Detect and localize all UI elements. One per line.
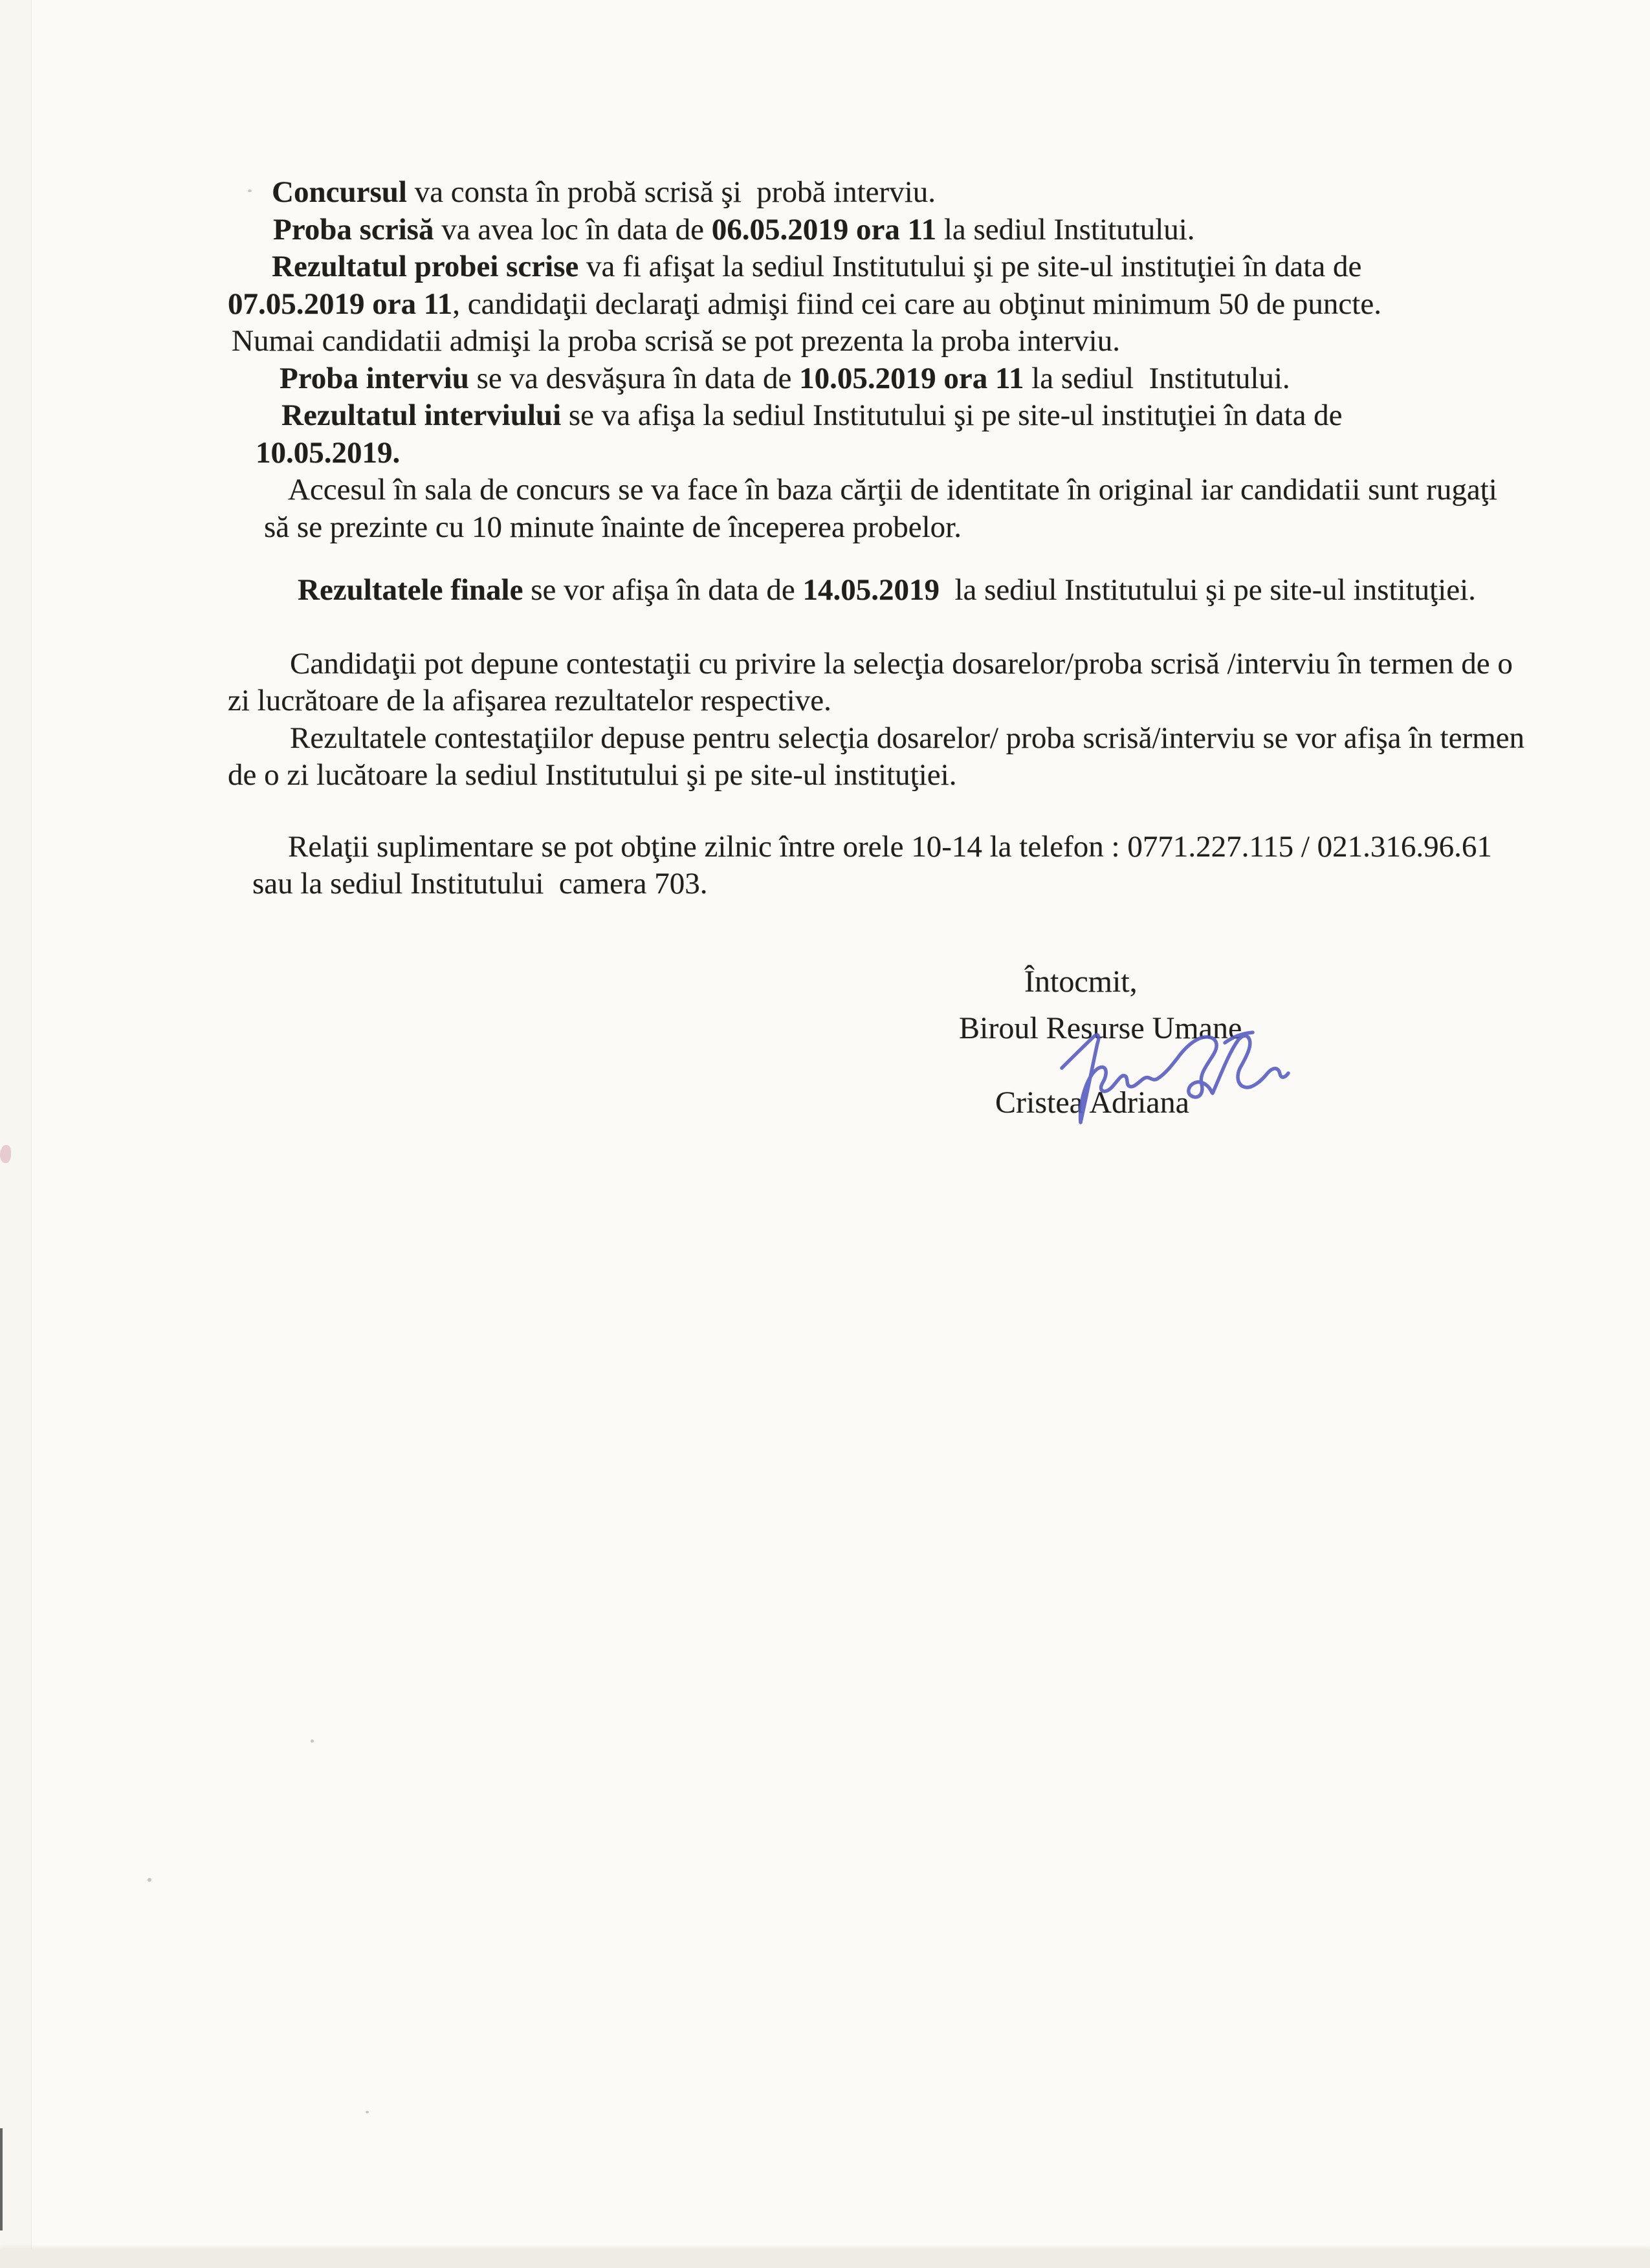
bold-text-segment: 06.05.2019 ora 11: [711, 212, 937, 246]
text-line: [228, 397, 1600, 435]
text-segment: va avea loc în data de: [434, 212, 712, 246]
bold-text-segment: Proba scrisă: [273, 212, 434, 246]
bold-text-segment: 07.05.2019 ora 11: [228, 287, 453, 321]
prepared-by-label: Întocmit,: [1024, 965, 1138, 999]
signer-name: Cristea Adriana: [995, 1085, 1189, 1120]
scan-bottom-edge: [0, 2249, 1650, 2268]
bold-text-segment: 10.05.2019 ora 11: [799, 361, 1024, 395]
text-line: [228, 248, 1600, 286]
bold-text-segment: Rezultatele finale: [298, 573, 523, 607]
text-line: [228, 829, 1600, 866]
scan-color-artifact: [0, 1145, 11, 1163]
document-body: [228, 174, 1600, 903]
text-line: [228, 757, 1600, 794]
text-segment: zi lucrătoare de la afişarea rezultatelor respective.: [228, 684, 831, 717]
scan-left-margin-strip: [0, 0, 32, 2268]
text-line: [228, 435, 1600, 472]
text-segment: va consta în probă scrisă şi probă interviu.: [406, 175, 936, 209]
text-line: [228, 472, 1600, 509]
handwritten-signature: [1035, 1022, 1307, 1139]
text-line: [228, 682, 1600, 720]
text-segment: să se prezinte cu 10 minute înainte de începerea probelor.: [264, 510, 962, 544]
text-line: [228, 509, 1600, 547]
text-segment: Accesul în sala de concurs se va face în baza cărţii de identitate în original iar candidatii sunt rugaţi: [288, 473, 1497, 507]
text-segment: la sediul Institutului.: [936, 212, 1195, 246]
text-line: [228, 646, 1600, 683]
scan-speck: [148, 1878, 151, 1882]
scan-speck: [366, 2111, 369, 2113]
bold-text-segment: Proba interviu: [280, 361, 469, 395]
text-segment: , candidaţii declaraţi admişi fiind cei care au obţinut minimum 50 de puncte.: [452, 287, 1381, 321]
bold-text-segment: Concursul: [272, 175, 407, 209]
department-label: Biroul Resurse Umane: [959, 1011, 1242, 1045]
text-line: [228, 323, 1600, 360]
text-segment: va fi afişat la sediul Institutului şi pe site-ul instituţiei în data de: [578, 250, 1362, 283]
text-line: [228, 866, 1600, 903]
text-segment: de o zi lucătoare la sediul Institutului şi pe site-ul instituţiei.: [228, 758, 957, 792]
bold-text-segment: Rezultatul interviului: [281, 398, 562, 432]
text-segment: se va desvăşura în data de: [468, 361, 800, 395]
scan-edge-artifact: [0, 2128, 3, 2230]
text-segment: la sediul Institutului şi pe site-ul instituţiei.: [939, 573, 1476, 607]
text-line: [228, 720, 1600, 758]
text-segment: sau la sediul Institutului camera 703.: [252, 867, 708, 900]
text-line: [228, 174, 1600, 212]
scan-speck: [311, 1739, 314, 1743]
text-line: [228, 286, 1600, 323]
text-segment: Candidaţii pot depune contestaţii cu privire la selecţia dosarelor/proba scrisă /interviu în termen de o: [290, 646, 1513, 681]
text-segment: se va afişa la sediul Institutului şi pe site-ul instituţiei în data de: [561, 398, 1343, 432]
text-segment: Rezultatele contestaţiilor depuse pentru selecţia dosarelor/ proba scrisă/interviu se vor afişa în termen: [290, 721, 1525, 755]
text-segment: la sediul Institutului.: [1024, 361, 1290, 395]
bold-text-segment: Rezultatul probei scrise: [272, 250, 579, 283]
text-line: [228, 360, 1600, 398]
text-segment: Relaţii suplimentare se pot obţine zilnic între orele 10-14 la telefon : 0771.227.115 / 021.316.96.61: [288, 829, 1492, 864]
text-segment: Numai candidatii admişi la proba scrisă se pot prezenta la proba interviu.: [232, 324, 1120, 358]
text-segment: se vor afişa în data de: [523, 573, 803, 607]
text-line: [228, 572, 1600, 609]
bold-text-segment: 10.05.2019.: [256, 435, 401, 470]
text-line: [228, 212, 1600, 249]
bold-text-segment: 14.05.2019: [802, 573, 940, 607]
